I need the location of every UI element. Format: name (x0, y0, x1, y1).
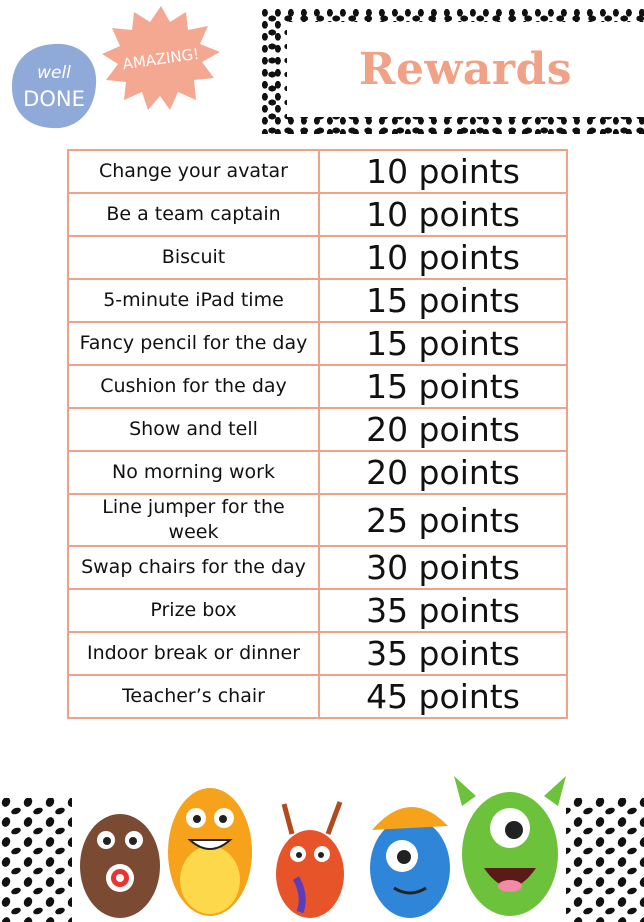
reward-points: 10 points (319, 193, 567, 236)
reward-row (68, 150, 567, 193)
reward-row (68, 408, 567, 451)
reward-name: Line jumper for the week (68, 494, 319, 546)
reward-row (68, 322, 567, 365)
reward-name: Show and tell (68, 408, 319, 451)
reward-points: 35 points (319, 632, 567, 675)
reward-name: Change your avatar (68, 150, 319, 193)
reward-row (68, 494, 567, 546)
reward-row (68, 675, 567, 718)
reward-name: Indoor break or dinner (68, 632, 319, 675)
reward-name: Be a team captain (68, 193, 319, 236)
blue-monster-icon (370, 807, 450, 918)
reward-row (68, 236, 567, 279)
reward-points: 35 points (319, 589, 567, 632)
reward-points: 15 points (319, 279, 567, 322)
reward-name: 5-minute iPad time (68, 279, 319, 322)
well-done-text: well (37, 63, 71, 83)
reward-points: 15 points (319, 322, 567, 365)
reward-points: 45 points (319, 675, 567, 718)
brown-monster-icon (80, 814, 160, 918)
dotted-corner-left (0, 798, 72, 922)
reward-row (68, 193, 567, 236)
rewards-table (67, 149, 568, 719)
reward-name: Swap chairs for the day (68, 546, 319, 589)
reward-name: Cushion for the day (68, 365, 319, 408)
reward-row (68, 632, 567, 675)
reward-row (68, 451, 567, 494)
reward-name: Prize box (68, 589, 319, 632)
reward-points: 30 points (319, 546, 567, 589)
reward-row (68, 589, 567, 632)
reward-points: 20 points (319, 451, 567, 494)
reward-row (68, 365, 567, 408)
reward-points: 25 points (319, 494, 567, 546)
red-monster-icon (276, 802, 344, 918)
dotted-corner-right (566, 798, 644, 922)
reward-name: Fancy pencil for the day (68, 322, 319, 365)
well-done-sticker (8, 40, 100, 132)
amazing-sticker (100, 4, 222, 112)
page-title: Rewards (358, 44, 573, 95)
reward-name: Biscuit (68, 236, 319, 279)
done-text: DONE (23, 87, 85, 111)
reward-points: 10 points (319, 150, 567, 193)
reward-name: No morning work (68, 451, 319, 494)
orange-monster-icon (168, 788, 252, 916)
reward-points: 15 points (319, 365, 567, 408)
reward-points: 10 points (319, 236, 567, 279)
green-monster-icon (454, 776, 566, 916)
reward-points: 20 points (319, 408, 567, 451)
reward-row (68, 546, 567, 589)
amazing-text: AMAZING! (121, 44, 201, 74)
rewards-table-body (68, 150, 567, 718)
title-panel (287, 22, 644, 117)
reward-row (68, 279, 567, 322)
reward-name: Teacher’s chair (68, 675, 319, 718)
monsters-illustration (0, 756, 644, 922)
